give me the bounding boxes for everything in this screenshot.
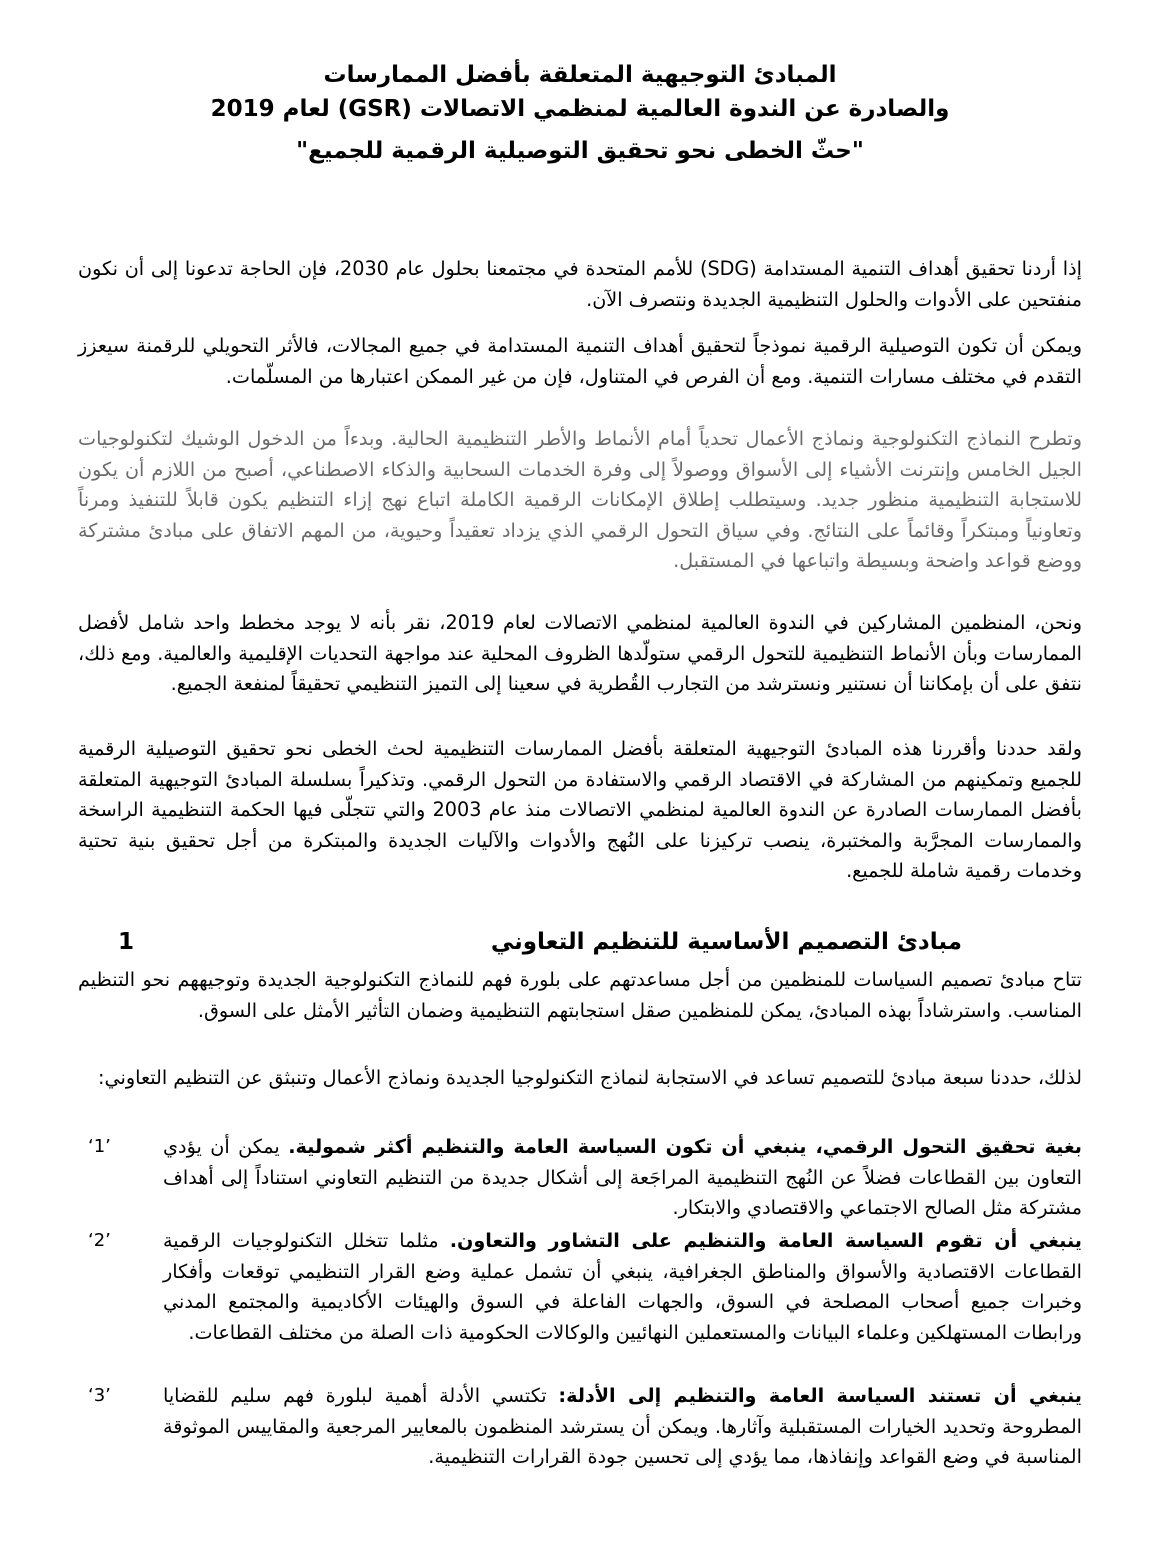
item-number: ‘2’ (88, 1230, 111, 1251)
section-number: 1 (118, 929, 135, 955)
item-lead: ينبغي أن تقوم السياسة العامة والتنظيم على التشاور والتعاون. (449, 1229, 1082, 1252)
item-text: مثلما تتخلل التكنولوجيات الرقمية القطاعات الاقتصادية والأسواق والمناطق الجغرافية، ينبغي أن تشمل عملية وضع القرار التنظيمي توقعات وأفكار وخبرات جميع أصحاب المصلحة في السوق، والجهات الفاعلة في السوق والهيئات الأكاديمية والمجتمع المدني ورابطات المستهلكين وعلماء البيانات والمستعملين النهائيين والوكالات الحكومية ذات الصلة من مختلف القطاعات. (163, 1229, 1082, 1344)
section-title: مبادئ التصميم الأساسية للتنظيم التعاوني (490, 929, 962, 955)
item-number: ‘1’ (88, 1136, 111, 1157)
intro-paragraph-2: ويمكن أن تكون التوصيلية الرقمية نموذجاً لتحقيق أهداف التنمية المستدامة في جميع المجالات، فالأثر التحويلي للرقمنة سيعزز التقدم في مختلف مسارات التنمية. ومع أن الفرص في المتناول، فإن من غير الممكن اعتبارها من المسلّمات. (78, 334, 1082, 388)
item-lead: بغية تحقيق التحول الرقمي، ينبغي أن تكون السياسة العامة والتنظيم أكثر شمولية. (288, 1135, 1083, 1158)
document-subtitle: "حثّ الخطى نحو تحقيق التوصيلية الرقمية للجميع" (296, 138, 864, 164)
principle-item-3 (78, 1381, 1082, 1473)
item-text: تكتسي الأدلة أهمية لبلورة فهم سليم للقضايا المطروحة وتحديد الخيارات المستقبلية وآثارها. ويمكن أن يسترشد المنظمون بالمعايير المرجعية والمقاييس الموثوقة المناسبة في وضع القواعد وإنفاذها، مما يؤدي إلى تحسين جودة القرارات التنظيمية. (163, 1384, 1082, 1468)
document-title-line-2: والصادرة عن الندوة العالمية لمنظمي الاتصالات (GSR) لعام 2019 (210, 96, 950, 122)
item-number: ‘3’ (88, 1385, 111, 1406)
intro-paragraph-4: ونحن، المنظمين المشاركين في الندوة العالمية لمنظمي الاتصالات لعام 2019، نقر بأنه لا يوجد مخطط واحد شامل لأفضل الممارسات وبأن الأنماط التنظيمية للتحول الرقمي ستولّدها الظروف المحلية عند مواجهة التحديات الإقليمية والعالمية. ومع ذلك، نتفق على أن بإمكاننا أن نستنير ونسترشد من التجارب القُطرية في سعينا إلى التميز التنظيمي تحقيقاً لمنفعة الجميع. (78, 611, 1082, 695)
principle-item-1 (78, 1132, 1082, 1224)
item-body (163, 1381, 1082, 1473)
document-page (78, 0, 1082, 1546)
item-text: يمكن أن يؤدي التعاون بين القطاعات فضلاً عن النُهج التنظيمية المراجَعة إلى أشكال جديدة من التنظيم التعاوني استناداً إلى أهداف مشتركة مثل الصالح الاجتماعي والاقتصادي والابتكار. (163, 1135, 1082, 1219)
item-body (163, 1132, 1082, 1224)
document-title-line-1: المبادئ التوجيهية المتعلقة بأفضل الممارسات (323, 62, 837, 88)
intro-paragraph-5: ولقد حددنا وأقررنا هذه المبادئ التوجيهية المتعلقة بأفضل الممارسات التنظيمية لحث الخطى نحو تحقيق التوصيلية الرقمية للجميع وتمكينهم من المشاركة في الاقتصاد الرقمي والاستفادة من التحول الرقمي. وتذكيراً بسلسلة المبادئ التوجيهية المتعلقة بأفضل الممارسات الصادرة عن الندوة العالمية لمنظمي الاتصالات منذ عام 2003 والتي تتجلّى فيها الحكمة التنظيمية الراسخة والممارسات المجرَّبة والمختبرة، ينصب تركيزنا على النُهج والأدوات والآليات الجديدة والمبتكرة من أجل تحقيق بنية تحتية وخدمات رقمية شاملة للجميع. (78, 737, 1082, 882)
document-title-block (78, 58, 1082, 168)
section-1-paragraph-2: لذلك، حددنا سبعة مبادئ للتصميم تساعد في الاستجابة لنماذج التكنولوجيا الجديدة ونماذج الأعمال وتنبثق عن التنظيم التعاوني: (98, 1066, 1082, 1089)
section-1-heading (78, 924, 1082, 960)
intro-paragraph-1: إذا أردنا تحقيق أهداف التنمية المستدامة (SDG) للأمم المتحدة في مجتمعنا بحلول عام 2030، فإن الحاجة تدعونا إلى أن نكون منفتحين على الأدوات والحلول التنظيمية الجديدة ونتصرف الآن. (78, 257, 1082, 311)
item-lead: ينبغي أن تستند السياسة العامة والتنظيم إلى الأدلة: (558, 1384, 1082, 1407)
principle-item-2 (78, 1226, 1082, 1348)
section-1-paragraph-1: تتاح مبادئ تصميم السياسات للمنظمين من أجل مساعدتهم على بلورة فهم للنماذج التكنولوجية الجديدة وتوجيههم نحو التنظيم المناسب. واسترشاداً بهذه المبادئ، يمكن للمنظمين صقل استجابتهم التنظيمية وضمان التأثير الأمثل على السوق. (78, 968, 1082, 1022)
intro-paragraph-3: وتطرح النماذج التكنولوجية ونماذج الأعمال تحدياً أمام الأنماط والأطر التنظيمية الحالية. وبدءاً من الدخول الوشيك لتكنولوجيات الجيل الخامس وإنترنت الأشياء إلى الأسواق ووصولاً إلى وفرة الخدمات السحابية والذكاء الاصطناعي، أصبح من اللازم أن يكون للاستجابة التنظيمية منظور جديد. وسيتطلب إطلاق الإمكانات الرقمية الكاملة اتباع نهج إزاء التنظيم يكون قابلاً للتنفيذ ومرناً وتعاونياً ومبتكراً وقائماً على النتائج. وفي سياق التحول الرقمي الذي يزداد تعقيداً وحيوية، من المهم الاتفاق على مبادئ مشتركة ووضع قواعد واضحة وبسيطة واتباعها في المستقبل. (78, 427, 1082, 572)
item-body (163, 1226, 1082, 1348)
